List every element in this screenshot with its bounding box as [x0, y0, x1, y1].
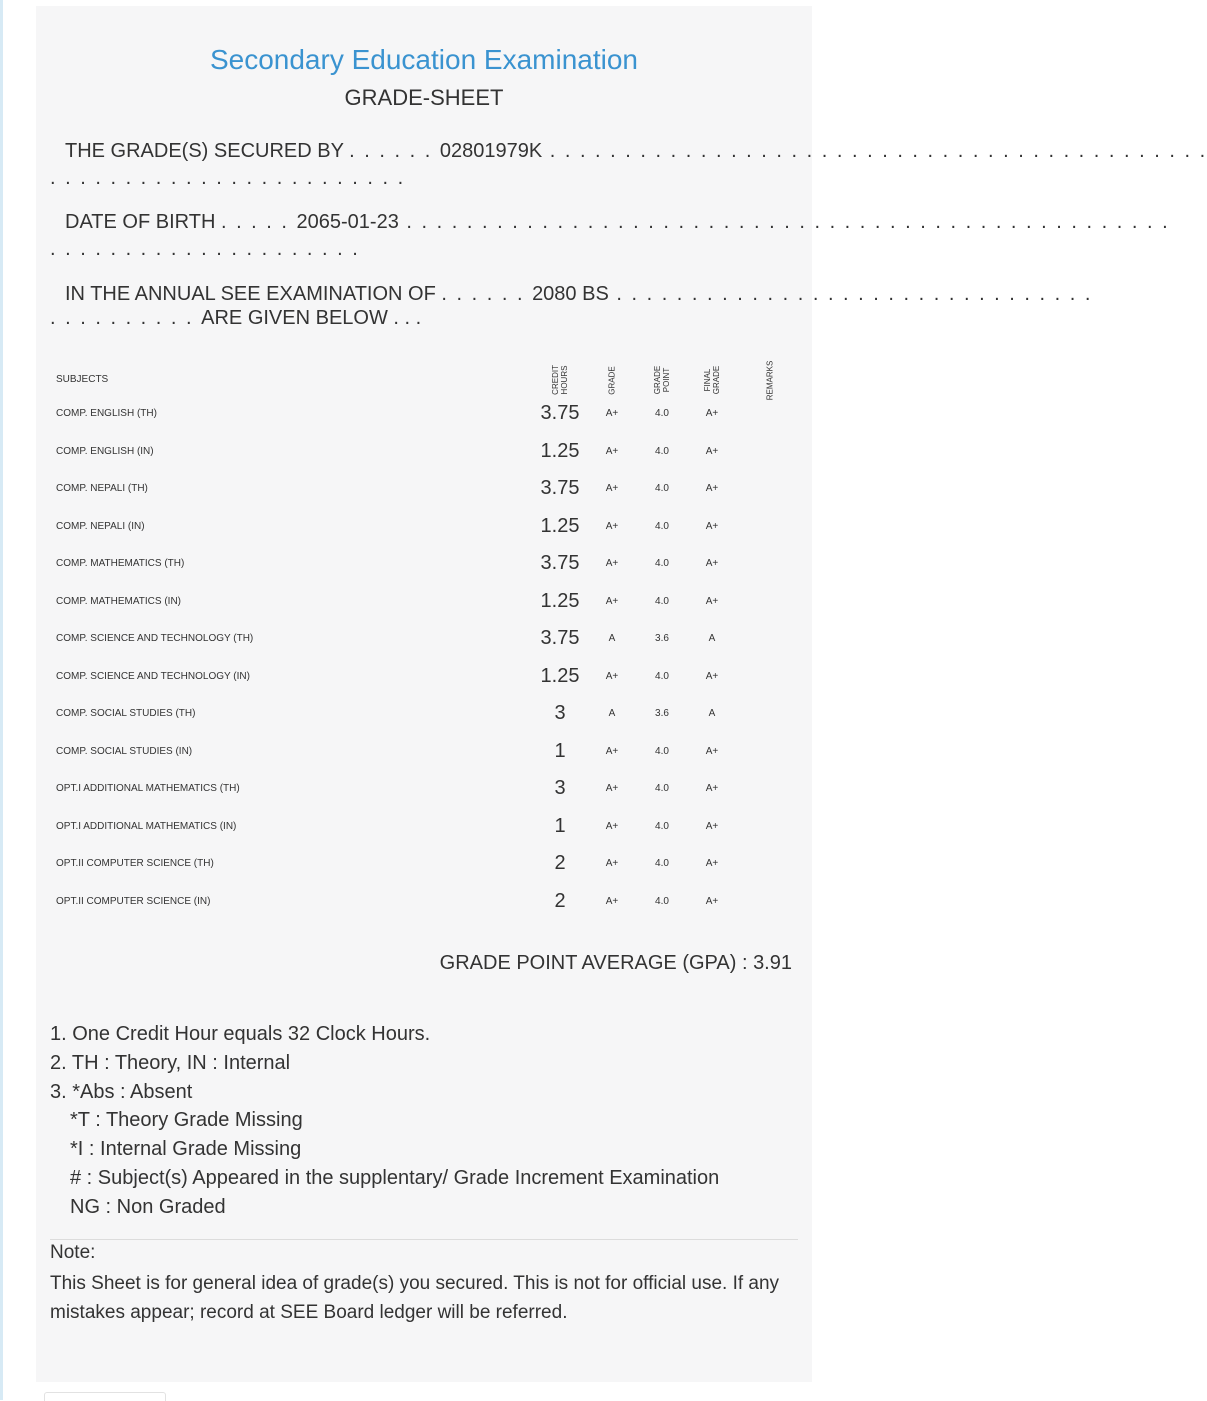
- subject-name: OPT.II COMPUTER SCIENCE (IN): [56, 895, 211, 907]
- final-grade: A+: [705, 445, 719, 457]
- credit-hours: 2: [554, 852, 566, 874]
- subjects-header: SUBJECTS: [56, 374, 109, 385]
- disclaimer-text: This Sheet is for general idea of grade(s) you secured. This is not for official use. If any mistakes appear; record at SEE Board ledger will be referred.: [50, 1273, 780, 1323]
- given-below: ARE GIVEN BELOW . . .: [201, 307, 422, 329]
- final-grade: A+: [705, 820, 719, 832]
- subject-name: COMP. SOCIAL STUDIES (IN): [56, 745, 193, 757]
- grade-point: 3.6: [655, 708, 669, 719]
- grade-point: 4.0: [655, 745, 669, 757]
- subject-name: OPT.I ADDITIONAL MATHEMATICS (IN): [56, 820, 237, 832]
- credit-hours: 1: [554, 739, 566, 762]
- credit-hours: 2: [554, 889, 566, 912]
- subject-name: OPT.I ADDITIONAL MATHEMATICS (TH): [56, 783, 240, 794]
- credit-hours: 3.75: [540, 627, 580, 649]
- grade: A+: [605, 595, 619, 607]
- table-row: [36, 883, 812, 920]
- grade-header-label: GRADE: [607, 365, 617, 395]
- grade-point: 4.0: [655, 820, 669, 832]
- given-below-line: [50, 306, 810, 330]
- grade-point: 4.0: [655, 895, 669, 907]
- grade: A+: [605, 670, 619, 682]
- grade-point: 4.0: [655, 483, 669, 494]
- final-grade: A+: [705, 745, 719, 757]
- remarks-header-label: REMARKS: [765, 360, 775, 400]
- dot-leader: . . . . . .: [349, 140, 440, 162]
- credit-hours-header-label: CREDIT HOURS: [551, 365, 570, 395]
- grade-point: 3.6: [655, 633, 669, 644]
- credit-hours: 3.75: [540, 402, 580, 424]
- dot-leader: . . . . . . . . . . . . . . . . . . . . . . . . . . . . . . . . . . . . . . . . . . . . . . . . . . .: [398, 211, 1170, 233]
- gpa-line: [36, 952, 792, 975]
- table-row: [36, 470, 812, 507]
- grade: A+: [605, 558, 619, 569]
- note-item: 1. One Credit Hour equals 32 Clock Hours.: [50, 1023, 431, 1045]
- credit-hours: 3: [554, 777, 566, 799]
- credit-hours: 1.25: [540, 439, 580, 462]
- table-row: [36, 808, 812, 845]
- dot-leader: . . . . . . . . . .: [50, 307, 202, 329]
- note-item: NG : Non Graded: [70, 1195, 226, 1218]
- grade: A+: [605, 520, 619, 532]
- credit-hours: 1.25: [540, 514, 580, 537]
- grade-point: 4.0: [655, 445, 669, 457]
- exam-title: Secondary Education Examination: [209, 44, 639, 75]
- bottom-tab[interactable]: [44, 1392, 166, 1401]
- note-item: *T : Theory Grade Missing: [70, 1109, 303, 1132]
- final-grade: A+: [705, 783, 719, 794]
- subject-name: COMP. ENGLISH (TH): [56, 408, 157, 419]
- grade: A: [608, 708, 616, 719]
- grade: A: [608, 633, 616, 644]
- sheet-subtitle: GRADE-SHEET: [344, 85, 504, 110]
- credit-hours: 1: [554, 814, 566, 837]
- grade-point-header-label: GRADE POINT: [653, 365, 672, 395]
- grade: A+: [605, 408, 619, 419]
- grade-point: 4.0: [655, 858, 669, 869]
- dob-label: DATE OF BIRTH: [65, 211, 216, 233]
- credit-hours: 3.75: [540, 552, 580, 574]
- grade-sheet: [36, 6, 1207, 1382]
- dot-leader: . . . . . . . . . . . . . . . . . . . . .: [50, 238, 360, 260]
- table-row: [36, 695, 812, 732]
- subject-name: COMP. ENGLISH (IN): [56, 445, 154, 457]
- exam-year: 2080 BS: [532, 283, 609, 305]
- grade: A+: [605, 858, 619, 869]
- subject-name: COMP. NEPALI (TH): [56, 483, 148, 494]
- dot-leader: . . . . . . . . . . . . . . . . . . . . . . . . . . . . . . . .: [608, 283, 1093, 305]
- grade: A+: [605, 820, 619, 832]
- grade-point: 4.0: [655, 783, 669, 794]
- symbol-number: 02801979K: [439, 140, 543, 162]
- final-grade: A+: [705, 858, 719, 869]
- subject-name: COMP. SCIENCE AND TECHNOLOGY (IN): [56, 670, 250, 682]
- final-grade: A+: [705, 483, 719, 494]
- credit-hours: 1.25: [540, 589, 580, 612]
- table-row: [36, 770, 812, 807]
- dot-leader: . . . . .: [220, 211, 297, 233]
- left-border: [0, 0, 3, 1400]
- note-item: # : Subject(s) Appeared in the supplentary/ Grade Increment Examination: [70, 1166, 720, 1189]
- final-grade: A+: [705, 670, 719, 682]
- table-row: [36, 583, 812, 620]
- dot-leader: . . . . . . . . . . . . . . . . . . . . . . . .: [50, 167, 406, 189]
- final-grade: A: [708, 633, 716, 644]
- final-grade-header-label: FINAL GRADE: [703, 365, 721, 395]
- secured-by-label: THE GRADE(S) SECURED BY: [65, 140, 344, 162]
- divider: [50, 1239, 798, 1240]
- grade: A+: [605, 895, 619, 907]
- subject-name: COMP. SCIENCE AND TECHNOLOGY (TH): [56, 633, 254, 644]
- table-row: [36, 433, 812, 470]
- dot-leader: . . . . . . . . . . . . . . . . . . . . . . . . . . . . . . . . . . . . . . . . . . . .: [542, 140, 1207, 162]
- table-row: [36, 733, 812, 770]
- secured-by-line: [50, 139, 1207, 163]
- note-item: 3. *Abs : Absent: [50, 1080, 193, 1103]
- final-grade: A+: [705, 520, 719, 532]
- grade-point: 4.0: [655, 408, 669, 419]
- note-item: 2. TH : Theory, IN : Internal: [50, 1051, 291, 1074]
- table-row: [36, 620, 812, 657]
- grade: A+: [605, 483, 619, 494]
- subject-name: OPT.II COMPUTER SCIENCE (TH): [56, 858, 214, 869]
- subject-name: COMP. MATHEMATICS (IN): [56, 595, 181, 607]
- dot-leader: . . . . . .: [441, 283, 533, 305]
- table-row: [36, 545, 812, 582]
- notes-list: [50, 1020, 800, 1222]
- final-grade: A+: [705, 558, 719, 569]
- subject-name: COMP. NEPALI (IN): [56, 520, 145, 532]
- table-row: [36, 508, 812, 545]
- gpa-label: GRADE POINT AVERAGE (GPA) :: [439, 952, 748, 974]
- final-grade: A+: [705, 408, 719, 419]
- grade-point: 4.0: [655, 558, 669, 569]
- exam-line: [50, 282, 1093, 306]
- final-grade: A+: [705, 895, 719, 907]
- grade-point: 4.0: [655, 670, 669, 682]
- exam-label: IN THE ANNUAL SEE EXAMINATION OF: [65, 283, 436, 305]
- grade-point: 4.0: [655, 595, 669, 607]
- subject-name: COMP. MATHEMATICS (TH): [56, 558, 185, 569]
- disclaimer-heading: Note:: [50, 1242, 96, 1263]
- grade: A+: [605, 445, 619, 457]
- grade: A+: [605, 783, 619, 794]
- grade: A+: [605, 745, 619, 757]
- final-grade: A+: [705, 595, 719, 607]
- gpa-value: 3.91: [753, 952, 792, 974]
- credit-hours: 3: [554, 702, 566, 724]
- note-item: *I : Internal Grade Missing: [70, 1138, 302, 1161]
- subject-name: COMP. SOCIAL STUDIES (TH): [56, 708, 196, 719]
- credit-hours: 1.25: [540, 664, 580, 687]
- dob-value: 2065-01-23: [296, 211, 399, 233]
- dob-line: [50, 210, 1170, 234]
- credit-hours: 3.75: [540, 477, 580, 499]
- table-row: [36, 395, 812, 432]
- table-row: [36, 658, 812, 695]
- table-row: [36, 845, 812, 882]
- final-grade: A: [708, 708, 716, 719]
- grade-point: 4.0: [655, 520, 669, 532]
